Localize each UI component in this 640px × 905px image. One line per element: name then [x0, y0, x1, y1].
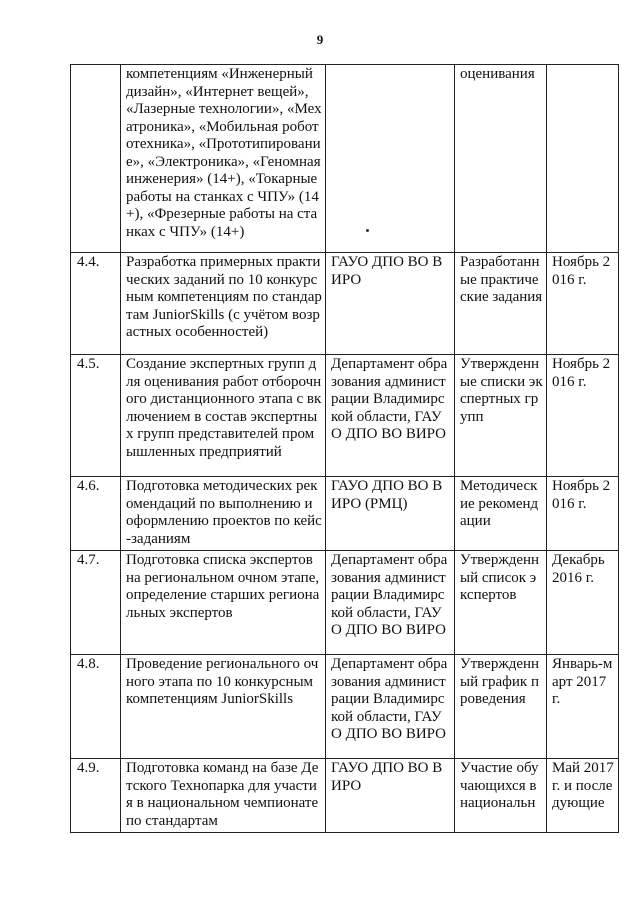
row-result: Разработанные практические задания	[455, 253, 547, 355]
row-result: Методические рекомендации	[455, 477, 547, 551]
row-number: 4.6.	[71, 477, 121, 551]
row-number: 4.4.	[71, 253, 121, 355]
row-number: 4.9.	[71, 759, 121, 833]
row-number: 4.5.	[71, 355, 121, 477]
table-row	[71, 253, 619, 355]
row-result: Утвержденные списки экспертных групп	[455, 355, 547, 477]
row-deadline: Ноябрь 2016 г.	[547, 355, 619, 477]
row-responsible: ГАУО ДПО ВО ВИРО	[326, 759, 455, 833]
row-responsible: Департамент образования администрации Владимирской области, ГАУО ДПО ВО ВИРО	[326, 355, 455, 477]
row-responsible: Департамент образования администрации Владимирской области, ГАУО ДПО ВО ВИРО	[326, 551, 455, 655]
row-activity: Подготовка методических рекомендаций по выполнению и оформлению проектов по кейс-заданиям	[121, 477, 326, 551]
row-responsible: ГАУО ДПО ВО ВИРО	[326, 253, 455, 355]
row-number: 4.8.	[71, 655, 121, 759]
row-responsible: ГАУО ДПО ВО ВИРО (РМЦ)	[326, 477, 455, 551]
row-result: Утвержденный список экспертов	[455, 551, 547, 655]
row-deadline: Декабрь 2016 г.	[547, 551, 619, 655]
table-row	[71, 759, 619, 833]
table-row	[71, 65, 619, 253]
row-number: 4.7.	[71, 551, 121, 655]
row-activity: Подготовка списка экспертов на региональном очном этапе, определение старших региональных экспертов	[121, 551, 326, 655]
row-result: оценивания	[455, 65, 547, 253]
table-row	[71, 551, 619, 655]
table-row	[71, 655, 619, 759]
row-activity: Разработка примерных практических заданий по 10 конкурсным компетенциям по стандартам JuniorSkills (с учётом возрастных особенностей)	[121, 253, 326, 355]
page-number: 9	[316, 32, 324, 47]
scan-speck	[366, 229, 369, 232]
row-responsible	[326, 65, 455, 253]
plan-table	[70, 64, 619, 833]
row-activity: компетенциям «Инженерный дизайн», «Интернет вещей», «Лазерные технологии», «Мехатроника», «Мобильная робототехника», «Прототипирование», «Электроника», «Геномная инженерия» (14+), «Токарные работы на станках с ЧПУ» (14+), «Фрезерные работы на станках с ЧПУ» (14+)	[121, 65, 326, 253]
row-responsible: Департамент образования администрации Владимирской области, ГАУО ДПО ВО ВИРО	[326, 655, 455, 759]
row-activity: Проведение регионального очного этапа по 10 конкурсным компетенциям JuniorSkills	[121, 655, 326, 759]
table-row	[71, 477, 619, 551]
row-activity: Подготовка команд на базе Детского Технопарка для участия в национальном чемпионате по стандартам	[121, 759, 326, 833]
table-row	[71, 355, 619, 477]
row-result: Утвержденный график проведения	[455, 655, 547, 759]
row-number	[71, 65, 121, 253]
row-deadline: Ноябрь 2016 г.	[547, 477, 619, 551]
row-deadline	[547, 65, 619, 253]
row-deadline: Январь-март 2017 г.	[547, 655, 619, 759]
plan-table-body	[71, 65, 619, 833]
row-result: Участие обучающихся в национальн	[455, 759, 547, 833]
row-activity: Создание экспертных групп для оценивания работ отборочного дистанционного этапа с включением в состав экспертных групп представителей промышленных предприятий	[121, 355, 326, 477]
row-deadline: Май 2017 г. и последующие	[547, 759, 619, 833]
row-deadline: Ноябрь 2016 г.	[547, 253, 619, 355]
